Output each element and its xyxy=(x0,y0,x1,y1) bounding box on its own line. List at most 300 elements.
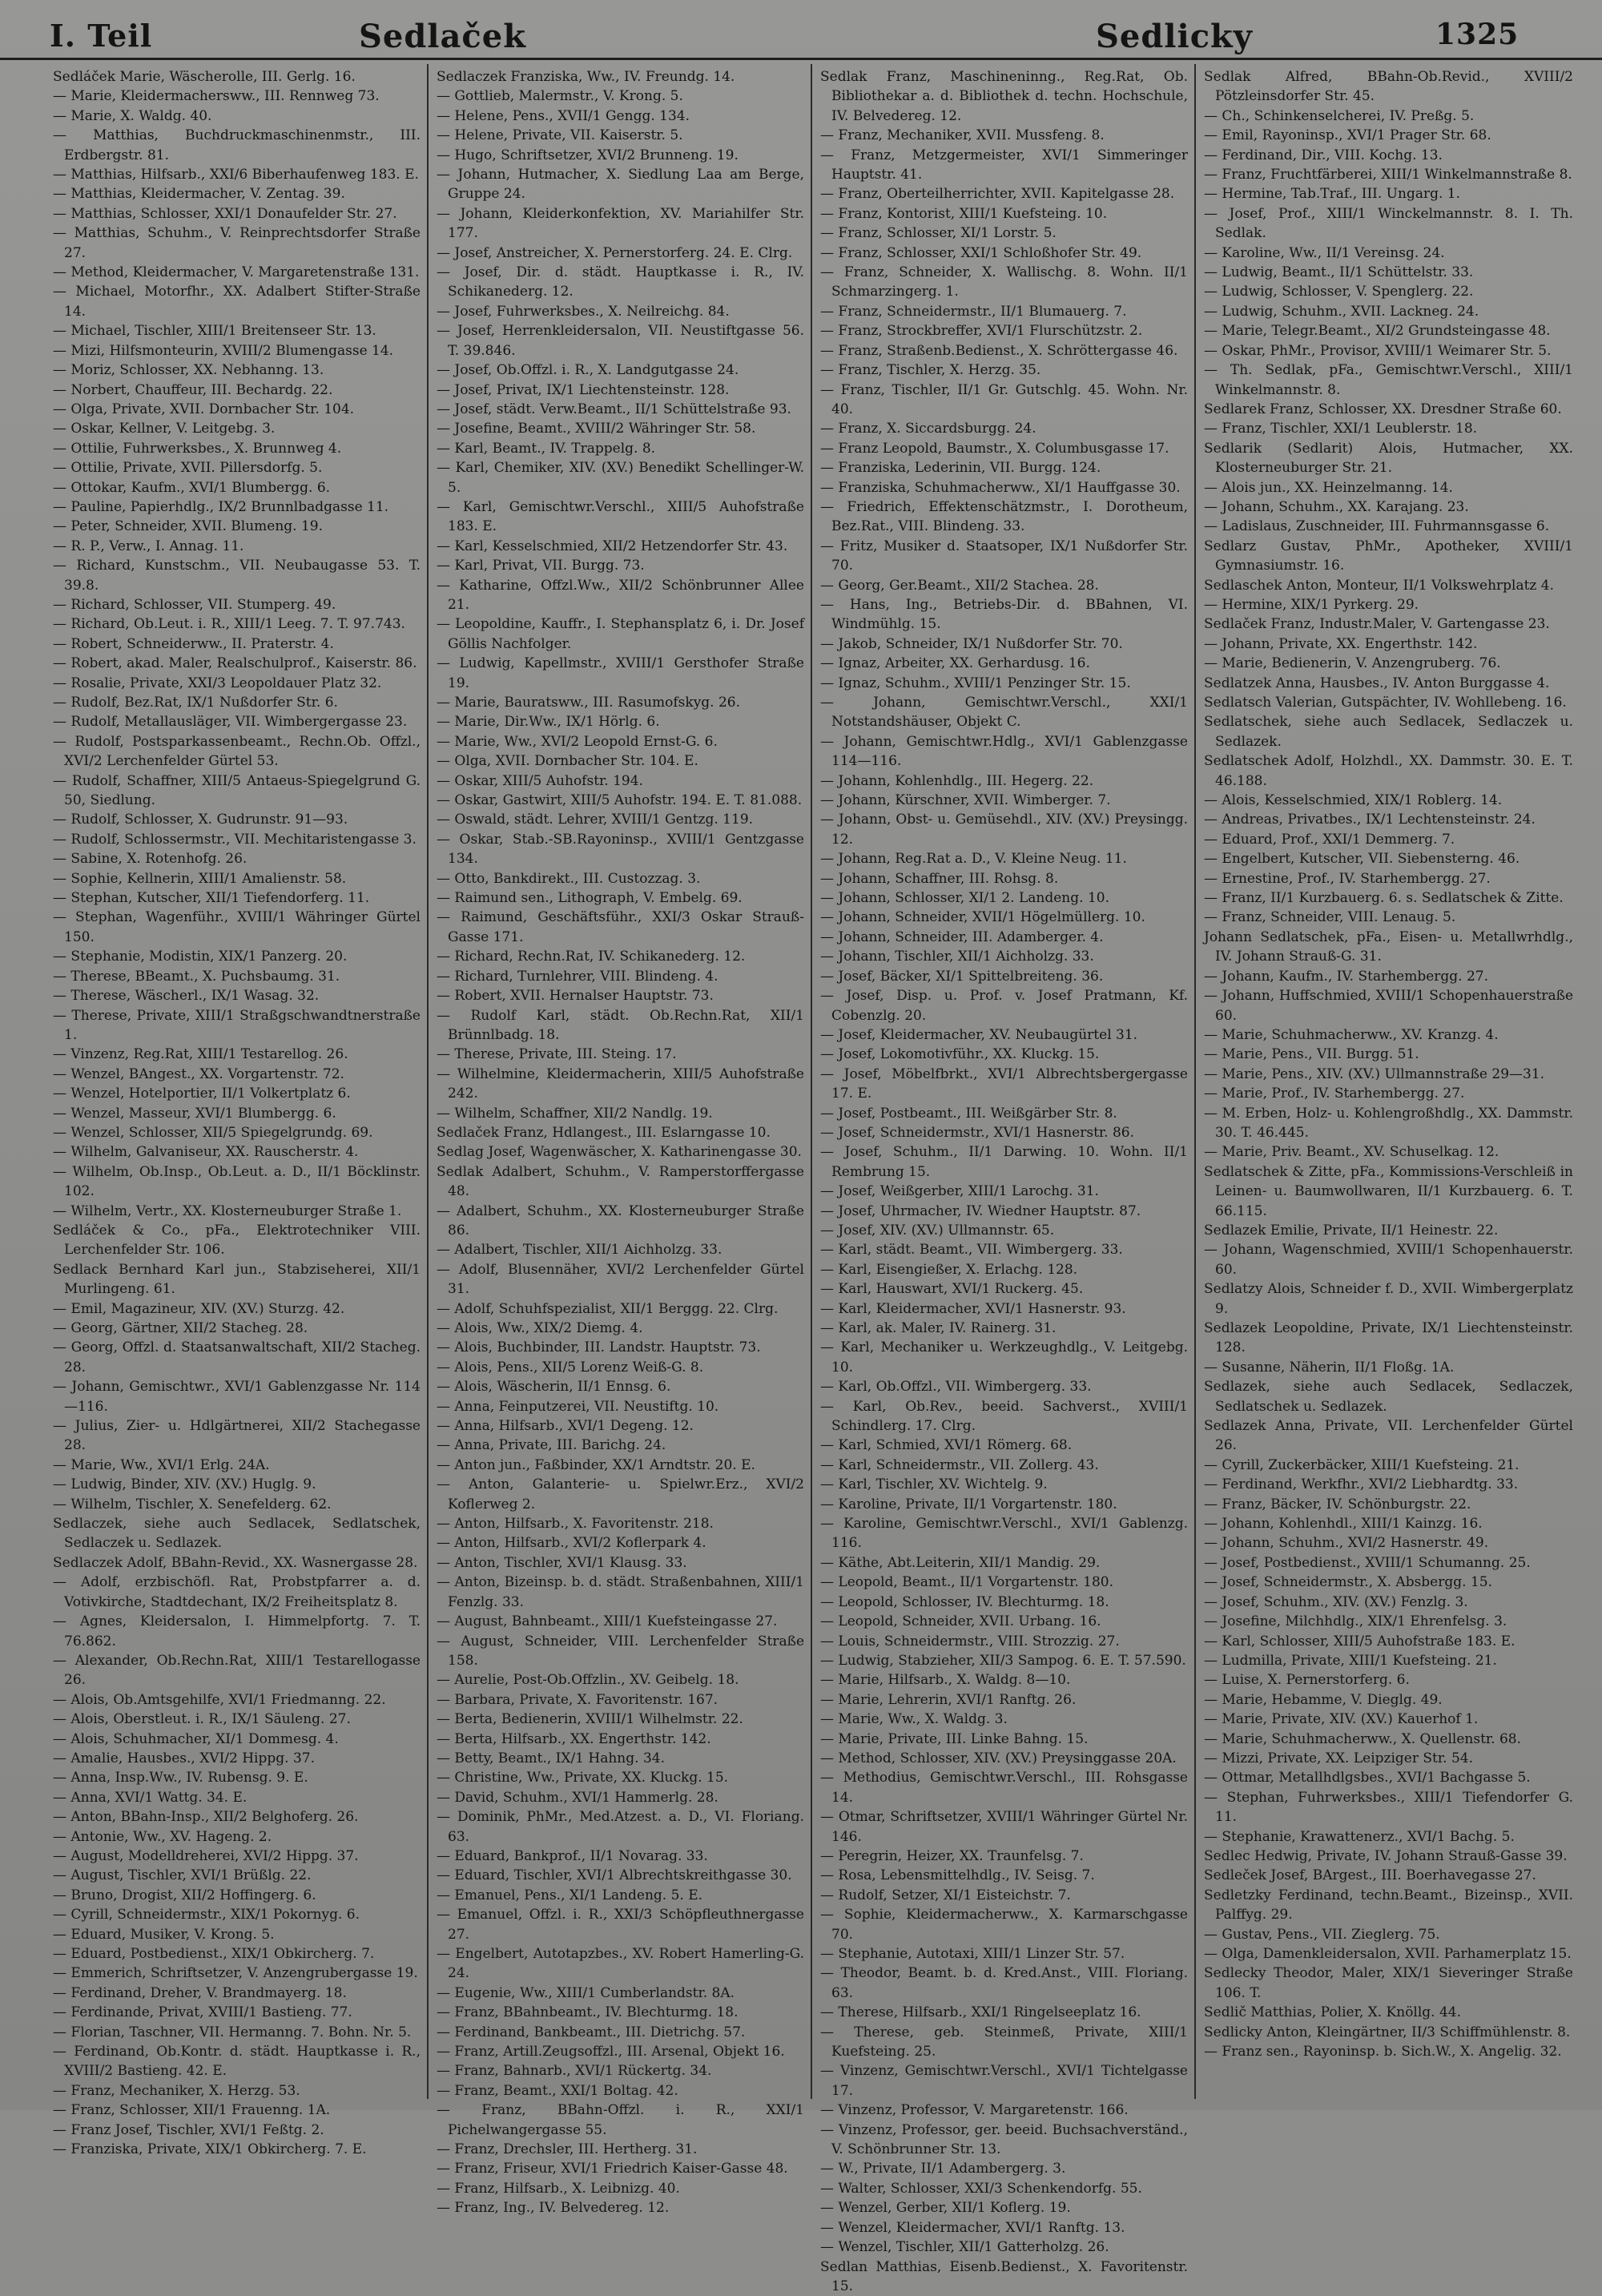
directory-entry: — Wenzel, Kleidermacher, XVI/1 Ranftg. 13. xyxy=(820,2218,1188,2238)
directory-entry: — Adolf, Schuhfspezialist, XII/1 Berggg. 22. Clrg. xyxy=(437,1299,804,1319)
directory-entry: — Adolf, Blusennäher, XVI/2 Lerchenfelder Gürtel 31. xyxy=(437,1260,804,1299)
directory-entry: — Karoline, Private, II/1 Vorgartenstr. 180. xyxy=(820,1495,1188,1514)
directory-entry: — Anna, Private, III. Barichg. 24. xyxy=(437,1436,804,1455)
directory-entry: — Wenzel, BAngest., XX. Vorgartenstr. 72. xyxy=(53,1065,421,1084)
directory-entry: — Franz, Bäcker, IV. Schönburgstr. 22. xyxy=(1204,1495,1573,1514)
directory-entry: — Stephan, Kutscher, XII/1 Tiefendorferg. 11. xyxy=(53,888,421,908)
directory-entry: — Franz, Ing., IV. Belvedereg. 12. xyxy=(437,2198,804,2217)
directory-entry: — Otmar, Schriftsetzer, XVIII/1 Währinger Gürtel Nr. 146. xyxy=(820,1807,1188,1847)
directory-entry: — Eduard, Prof., XXI/1 Demmerg. 7. xyxy=(1204,830,1573,849)
directory-entry: — Marie, Pens., VII. Burgg. 51. xyxy=(1204,1045,1573,1064)
directory-entry: — Richard, Rechn.Rat, IV. Schikanederg. 12. xyxy=(437,947,804,966)
directory-entry: — Josef, Dir. d. städt. Hauptkasse i. R., IV. Schikanederg. 12. xyxy=(437,263,804,302)
directory-entry: — Josef, Anstreicher, X. Pernerstorferg. 24. E. Clrg. xyxy=(437,244,804,263)
directory-entry: — Eduard, Bankprof., II/1 Novarag. 33. xyxy=(437,1847,804,1866)
directory-entry: — Karl, städt. Beamt., VII. Wimbergerg. 33. xyxy=(820,1240,1188,1259)
directory-entry: — Peregrin, Heizer, XX. Traunfelsg. 7. xyxy=(820,1847,1188,1866)
directory-entry: — Cyrill, Schneidermstr., XIX/1 Pokornyg. 6. xyxy=(53,1905,421,1924)
directory-entry: — Wenzel, Masseur, XVI/1 Blumbergg. 6. xyxy=(53,1104,421,1123)
directory-entry: — Wilhelm, Galvaniseur, XX. Rauscherstr. 4. xyxy=(53,1142,421,1162)
directory-entry: — Alois, Ww., XIX/2 Diemg. 4. xyxy=(437,1319,804,1338)
directory-entry: — Rudolf, Schlosser, X. Gudrunstr. 91—93. xyxy=(53,810,421,829)
directory-entry: — Alois jun., XX. Heinzelmanng. 14. xyxy=(1204,478,1573,497)
directory-entry: — Josef, Schneidermstr., XVI/1 Hasnerstr. 86. xyxy=(820,1123,1188,1142)
directory-entry: — Wilhelmine, Kleidermacherin, XIII/5 Auhofstraße 242. xyxy=(437,1065,804,1104)
directory-entry: — Marie, Dir.Ww., IX/1 Hörlg. 6. xyxy=(437,712,804,731)
directory-entry: Sedlatschek Adolf, Holzhdl., XX. Dammstr. 30. E. T. 46.188. xyxy=(1204,751,1573,791)
directory-entry: Sedlak Adalbert, Schuhm., V. Ramperstorffergasse 48. xyxy=(437,1162,804,1202)
directory-entry: — Wilhelm, Schaffner, XII/2 Nandlg. 19. xyxy=(437,1104,804,1123)
directory-entry: — Richard, Ob.Leut. i. R., XIII/1 Leeg. 7. T. 97.743. xyxy=(53,614,421,634)
directory-entry: — Ludwig, Kapellmstr., XVIII/1 Gersthofer Straße 19. xyxy=(437,654,804,693)
directory-entry: — Rosalie, Private, XXI/3 Leopoldauer Platz 32. xyxy=(53,674,421,693)
directory-entry: — Wenzel, Tischler, XII/1 Gatterholzg. 26. xyxy=(820,2238,1188,2257)
directory-entry: — Norbert, Chauffeur, III. Bechardg. 22. xyxy=(53,381,421,400)
directory-entry: — Josef, Möbelfbrkt., XVI/1 Albrechtsbergergasse 17. E. xyxy=(820,1065,1188,1104)
directory-entry: — Richard, Turnlehrer, VIII. Blindeng. 4. xyxy=(437,967,804,986)
directory-entry: — Wilhelm, Tischler, X. Senefelderg. 62. xyxy=(53,1495,421,1514)
directory-entry: — Marie, Private, XIV. (XV.) Kauerhof 1. xyxy=(1204,1710,1573,1729)
directory-entry: — Ludwig, Stabzieher, XII/3 Sampog. 6. E. T. 57.590. xyxy=(820,1651,1188,1670)
directory-entry: — Ludwig, Schlosser, V. Spenglerg. 22. xyxy=(1204,282,1573,301)
directory-entry: Sedlicky Anton, Kleingärtner, II/3 Schiffmühlenstr. 8. xyxy=(1204,2023,1573,2042)
directory-entry: — Leopold, Schneider, XVII. Urbang. 16. xyxy=(820,1612,1188,1631)
directory-entry: — Franz, Bahnarb., XVI/1 Rückertg. 34. xyxy=(437,2061,804,2080)
directory-column-4 xyxy=(1196,64,1580,2099)
directory-entry: — Josefine, Milchhdlg., XIX/1 Ehrenfelsg. 3. xyxy=(1204,1612,1573,1631)
directory-entry: Sedlatzek Anna, Hausbes., IV. Anton Burggasse 4. xyxy=(1204,674,1573,693)
directory-entry: — Stephanie, Autotaxi, XIII/1 Linzer Str. 57. xyxy=(820,1944,1188,1964)
directory-entry: Sedlaček Franz, Hdlangest., III. Eslarngasse 10. xyxy=(437,1123,804,1142)
directory-entry: — Anton, Galanterie- u. Spielwr.Erz., XVI/2 Koflerweg 2. xyxy=(437,1475,804,1514)
directory-entry: Sedlak Franz, Maschineninng., Reg.Rat, Ob. Bibliothekar a. d. Bibliothek d. techn. Hochschule, IV. Belvedereg. 12. xyxy=(820,67,1188,126)
directory-entry: Sedlazek, siehe auch Sedlacek, Sedlaczek, Sedlatschek u. Sedlazek. xyxy=(1204,1377,1573,1416)
directory-entry: — M. Erben, Holz- u. Kohlengroßhdlg., XX. Dammstr. 30. T. 46.445. xyxy=(1204,1104,1573,1143)
directory-entry: — Dominik, PhMr., Med.Atzest. a. D., VI. Floriang. 63. xyxy=(437,1807,804,1847)
directory-entry: — Alois, Wäscherin, II/1 Ennsg. 6. xyxy=(437,1377,804,1396)
directory-entry: — Oskar, PhMr., Provisor, XVIII/1 Weimarer Str. 5. xyxy=(1204,341,1573,361)
directory-entry: — Engelbert, Kutscher, VII. Siebensterng. 46. xyxy=(1204,849,1573,868)
directory-entry: — Franz, Beamt., XXI/1 Boltag. 42. xyxy=(437,2081,804,2101)
directory-entry: — Marie, Hebamme, V. Dieglg. 49. xyxy=(1204,1690,1573,1710)
directory-entry: — Anton, Bizeinsp. b. d. städt. Straßenbahnen, XIII/1 Fenzlg. 33. xyxy=(437,1573,804,1612)
directory-entry: — Ludwig, Schuhm., XVII. Lackneg. 24. xyxy=(1204,302,1573,321)
directory-entry: — Marie, Telegr.Beamt., XI/2 Grundsteingasse 48. xyxy=(1204,321,1573,340)
directory-entry: — Franz, Straßenb.Bedienst., X. Schröttergasse 46. xyxy=(820,341,1188,361)
directory-entry: — Leopoldine, Kauffr., I. Stephansplatz 6, i. Dr. Josef Göllis Nachfolger. xyxy=(437,614,804,654)
directory-entry: — Wenzel, Schlosser, XII/5 Spiegelgrundg. 69. xyxy=(53,1123,421,1142)
directory-entry: — Anton, BBahn-Insp., XII/2 Belghoferg. 26. xyxy=(53,1807,421,1827)
page-header xyxy=(0,0,1602,60)
directory-entry: — Franz, Oberteilherrichter, XVII. Kapitelgasse 28. xyxy=(820,184,1188,203)
directory-entry: Sedlaczek, siehe auch Sedlacek, Sedlatschek, Sedlaczek u. Sedlazek. xyxy=(53,1514,421,1553)
directory-entry: — Hans, Ing., Betriebs-Dir. d. BBahnen, VI. Windmühlg. 15. xyxy=(820,595,1188,634)
directory-entry: — August, Modelldreherei, XVI/2 Hippg. 37. xyxy=(53,1847,421,1866)
directory-entry: — Helene, Pens., XVII/1 Gengg. 134. xyxy=(437,107,804,126)
directory-entry: — Franz, Schneider, X. Wallischg. 8. Wohn. II/1 Schmarzingerg. 1. xyxy=(820,263,1188,302)
directory-column-3 xyxy=(812,64,1196,2099)
directory-entry: — Ferdinand, Ob.Kontr. d. städt. Hauptkasse i. R., XVIII/2 Bastieng. 42. E. xyxy=(53,2042,421,2081)
directory-entry: — Franz, X. Siccardsburgg. 24. xyxy=(820,419,1188,438)
directory-entry: — Helene, Private, VII. Kaiserstr. 5. xyxy=(437,126,804,145)
directory-entry: — Johann, Kohlenhdlg., III. Hegerg. 22. xyxy=(820,771,1188,791)
directory-entry: — Alois, Schuhmacher, XI/1 Dommesg. 4. xyxy=(53,1730,421,1749)
directory-entry: — Wilhelm, Ob.Insp., Ob.Leut. a. D., II/1 Böcklinstr. 102. xyxy=(53,1162,421,1202)
directory-entry: — Theodor, Beamt. b. d. Kred.Anst., VIII. Floriang. 63. xyxy=(820,1964,1188,2003)
directory-entry: — Georg, Offzl. d. Staatsanwaltschaft, XII/2 Stacheg. 28. xyxy=(53,1338,421,1377)
directory-entry: — Matthias, Hilfsarb., XXI/6 Biberhaufenweg 183. E. xyxy=(53,165,421,184)
directory-entry: — Susanne, Näherin, II/1 Floßg. 1A. xyxy=(1204,1358,1573,1377)
directory-entry: — Robert, Schneiderww., II. Praterstr. 4. xyxy=(53,634,421,654)
directory-entry: — Johann, Kaufm., IV. Starhembergg. 27. xyxy=(1204,967,1573,986)
directory-entry: Sedláček Marie, Wäscherolle, III. Gerlg. 16. xyxy=(53,67,421,87)
directory-entry: — Johann, Gemischtwr., XVI/1 Gablenzgasse Nr. 114—116. xyxy=(53,1377,421,1416)
directory-entry: — Josef, Fuhrwerksbes., X. Neilreichg. 84. xyxy=(437,302,804,321)
directory-entry: — Josef, Postbedienst., XVIII/1 Schumanng. 25. xyxy=(1204,1553,1573,1573)
directory-entry: — Louis, Schneidermstr., VIII. Strozzig. 27. xyxy=(820,1632,1188,1651)
directory-entry: — Franz, Drechsler, III. Hertherg. 31. xyxy=(437,2140,804,2159)
directory-entry: — Karl, Beamt., IV. Trappelg. 8. xyxy=(437,439,804,458)
directory-entry: — Methodius, Gemischtwr.Verschl., III. Rohsgasse 14. xyxy=(820,1768,1188,1807)
directory-entry: — Ottokar, Kaufm., XVI/1 Blumbergg. 6. xyxy=(53,478,421,497)
directory-entry: — Ferdinand, Werkfhr., XVI/2 Liebhardtg. 33. xyxy=(1204,1475,1573,1494)
directory-entry: — Johann, Kohlenhdl., XIII/1 Kainzg. 16. xyxy=(1204,1514,1573,1533)
directory-entry: — Therese, Private, XIII/1 Straßgschwandtnerstraße 1. xyxy=(53,1006,421,1045)
directory-entry: — Johann, Wagenschmied, XVIII/1 Schopenhauerstr. 60. xyxy=(1204,1240,1573,1279)
page-number: 1325 xyxy=(1435,18,1519,51)
directory-entry: — Marie, Hilfsarb., X. Waldg. 8—10. xyxy=(820,1670,1188,1690)
directory-entry: — Karl, Eisengießer, X. Erlachg. 128. xyxy=(820,1260,1188,1279)
directory-entry: — Karl, Schlosser, XIII/5 Auhofstraße 183. E. xyxy=(1204,1632,1573,1651)
directory-entry: Sedlazek Anna, Private, VII. Lerchenfelder Gürtel 26. xyxy=(1204,1416,1573,1456)
directory-entry: Sedlack Bernhard Karl jun., Stabziseherei, XII/1 Murlingeng. 61. xyxy=(53,1260,421,1299)
directory-entry: — Josef, Schneidermstr., X. Absbergg. 15. xyxy=(1204,1573,1573,1592)
directory-entry: — Adalbert, Schuhm., XX. Klosterneuburger Straße 86. xyxy=(437,1202,804,1241)
directory-entry: — Josef, städt. Verw.Beamt., II/1 Schüttelstraße 93. xyxy=(437,400,804,419)
directory-entry: — Anna, Feinputzerei, VII. Neustiftg. 10. xyxy=(437,1397,804,1416)
directory-entry: — Josef, Uhrmacher, IV. Wiedner Hauptstr. 87. xyxy=(820,1202,1188,1221)
directory-entry: — Franz, Artill.Zeugsoffzl., III. Arsenal, Objekt 16. xyxy=(437,2042,804,2061)
directory-entry: — Ferdinand, Dreher, V. Brandmayerg. 18. xyxy=(53,1984,421,2003)
directory-entry: — Marie, Schuhmacherww., XV. Kranzg. 4. xyxy=(1204,1025,1573,1045)
directory-entry: — Ottilie, Private, XVII. Pillersdorfg. 5. xyxy=(53,458,421,477)
directory-entry: — Christine, Ww., Private, XX. Kluckg. 15. xyxy=(437,1768,804,1787)
directory-entry: — Franz, Tischler, II/1 Gr. Gutschlg. 45. Wohn. Nr. 40. xyxy=(820,381,1188,420)
directory-entry: — Eugenie, Ww., XIII/1 Cumberlandstr. 8A. xyxy=(437,1984,804,2003)
directory-entry: — Josef, Lokomotivführ., XX. Kluckg. 15. xyxy=(820,1045,1188,1064)
directory-entry: — Franz, Tischler, X. Herzg. 35. xyxy=(820,361,1188,380)
directory-entry: — Franz, Mechaniker, XVII. Mussfeng. 8. xyxy=(820,126,1188,145)
directory-entry: Johann Sedlatschek, pFa., Eisen- u. Metallwrhdlg., IV. Johann Strauß-G. 31. xyxy=(1204,928,1573,967)
directory-entry: — Adolf, erzbischöfl. Rat, Probstpfarrer a. d. Votivkirche, Stadtdechant, IX/2 Freiheitsplatz 8. xyxy=(53,1573,421,1612)
directory-entry: Sedlaček Franz, Industr.Maler, V. Gartengasse 23. xyxy=(1204,614,1573,634)
directory-entry: — Rudolf Karl, städt. Ob.Rechn.Rat, XII/1 Brünnlbadg. 18. xyxy=(437,1006,804,1045)
directory-columns xyxy=(45,64,1580,2099)
directory-entry: — Rudolf, Bez.Rat, IX/1 Nußdorfer Str. 6. xyxy=(53,693,421,712)
directory-entry: — Anton, Hilfsarb., X. Favoritenstr. 218. xyxy=(437,1514,804,1533)
directory-entry: — Vinzenz, Professor, V. Margaretenstr. 166. xyxy=(820,2101,1188,2120)
directory-entry: — Josef, Ob.Offzl. i. R., X. Landgutgasse 24. xyxy=(437,361,804,380)
directory-entry: — Ch., Schinkenselcherei, IV. Preßg. 5. xyxy=(1204,107,1573,126)
directory-entry: — Johann, Tischler, XII/1 Aichholzg. 33. xyxy=(820,947,1188,966)
directory-entry: — Franz, BBahn-Offzl. i. R., XXI/1 Pichelwangergasse 55. xyxy=(437,2101,804,2140)
directory-entry: — Rudolf, Postsparkassenbeamt., Rechn.Ob. Offzl., XVI/2 Lerchenfelder Gürtel 53. xyxy=(53,732,421,771)
directory-entry: — Johann, Reg.Rat a. D., V. Kleine Neug. 11. xyxy=(820,849,1188,868)
header-guide-word-right: Sedlicky xyxy=(1096,18,1253,55)
directory-entry: — Franz, Metzgermeister, XVI/1 Simmeringer Hauptstr. 41. xyxy=(820,146,1188,185)
directory-entry: Sedlecky Theodor, Maler, XIX/1 Sieveringer Straße 106. T. xyxy=(1204,1964,1573,2003)
directory-entry: — Emil, Magazineur, XIV. (XV.) Sturzg. 42. xyxy=(53,1299,421,1319)
directory-entry: — Emanuel, Pens., XI/1 Landeng. 5. E. xyxy=(437,1886,804,1905)
directory-entry: — Josef, XIV. (XV.) Ullmannstr. 65. xyxy=(820,1221,1188,1240)
directory-entry: — Franz, Schneider, VIII. Lenaug. 5. xyxy=(1204,908,1573,927)
directory-entry: — Cyrill, Zuckerbäcker, XIII/1 Kuefsteing. 21. xyxy=(1204,1456,1573,1475)
directory-entry: Sedlec Hedwig, Private, IV. Johann Strauß-Gasse 39. xyxy=(1204,1847,1573,1866)
directory-entry: Sedlan Matthias, Eisenb.Bedienst., X. Favoritenstr. 15. xyxy=(820,2258,1188,2296)
directory-entry: — Method, Schlosser, XIV. (XV.) Preysinggasse 20A. xyxy=(820,1749,1188,1768)
directory-entry: — Franziska, Lederinin, VII. Burgg. 124. xyxy=(820,458,1188,477)
directory-entry: — Anton, Hilfsarb., XVI/2 Koflerpark 4. xyxy=(437,1533,804,1553)
directory-entry: — Josef, Herrenkleidersalon, VII. Neustiftgasse 56. T. 39.846. xyxy=(437,321,804,361)
directory-entry: — Raimund, Geschäftsführ., XXI/3 Oskar Strauß-Gasse 171. xyxy=(437,908,804,947)
directory-entry: — Käthe, Abt.Leiterin, XII/1 Mandig. 29. xyxy=(820,1553,1188,1573)
directory-entry: — Karoline, Ww., II/1 Vereinsg. 24. xyxy=(1204,244,1573,263)
directory-entry: — Karl, Mechaniker u. Werkzeughdlg., V. Leitgebg. 10. xyxy=(820,1338,1188,1377)
directory-entry: — Michael, Motorfhr., XX. Adalbert Stifter-Straße 14. xyxy=(53,282,421,321)
directory-entry: Sedlazek Emilie, Private, II/1 Heinestr. 22. xyxy=(1204,1221,1573,1240)
directory-entry: — Vinzenz, Professor, ger. beeid. Buchsachverständ., V. Schönbrunner Str. 13. xyxy=(820,2121,1188,2160)
directory-entry: — Matthias, Kleidermacher, V. Zentag. 39. xyxy=(53,184,421,203)
directory-entry: — Adalbert, Tischler, XII/1 Aichholzg. 33. xyxy=(437,1240,804,1259)
directory-entry: — Robert, akad. Maler, Realschulprof., Kaiserstr. 86. xyxy=(53,654,421,673)
directory-entry: — Marie, Ww., X. Waldg. 3. xyxy=(820,1710,1188,1729)
directory-entry: — Engelbert, Autotapzbes., XV. Robert Hamerling-G. 24. xyxy=(437,1944,804,1984)
directory-entry: — Karoline, Gemischtwr.Verschl., XVI/1 Gablenzg. 116. xyxy=(820,1514,1188,1553)
directory-entry: — Marie, Bedienerin, V. Anzengruberg. 76. xyxy=(1204,654,1573,673)
directory-entry: — Luise, X. Pernerstorferg. 6. xyxy=(1204,1670,1573,1690)
directory-entry: — Josef, Privat, IX/1 Liechtensteinstr. 128. xyxy=(437,381,804,400)
directory-entry: — Franz, Tischler, XXI/1 Leublerstr. 18. xyxy=(1204,419,1573,438)
directory-entry: — Marie, X. Waldg. 40. xyxy=(53,107,421,126)
directory-entry: — Emmerich, Schriftsetzer, V. Anzengrubergasse 19. xyxy=(53,1964,421,1983)
directory-entry: — Leopold, Beamt., II/1 Vorgartenstr. 180. xyxy=(820,1573,1188,1592)
directory-entry: — Marie, Pens., XIV. (XV.) Ullmannstraße 29—31. xyxy=(1204,1065,1573,1084)
directory-entry: — Peter, Schneider, XVII. Blumeng. 19. xyxy=(53,517,421,536)
directory-entry: — Franz sen., Rayoninsp. b. Sich.W., X. Angelig. 32. xyxy=(1204,2042,1573,2061)
directory-entry: — Marie, Prof., IV. Starhembergg. 27. xyxy=(1204,1084,1573,1103)
directory-entry: — Ernestine, Prof., IV. Starhembergg. 27. xyxy=(1204,869,1573,888)
directory-entry: — Raimund sen., Lithograph, V. Embelg. 69. xyxy=(437,888,804,908)
directory-entry: — August, Bahnbeamt., XIII/1 Kuefsteingasse 27. xyxy=(437,1612,804,1631)
directory-entry: — Franz, Mechaniker, X. Herzg. 53. xyxy=(53,2081,421,2101)
directory-entry: — Johann, Obst- u. Gemüsehdl., XIV. (XV.) Preysingg. 12. xyxy=(820,810,1188,849)
directory-entry: Sedletzky Ferdinand, techn.Beamt., Bizeinsp., XVII. Palffyg. 29. xyxy=(1204,1886,1573,1925)
directory-entry: — Anna, XVI/1 Wattg. 34. E. xyxy=(53,1788,421,1807)
directory-entry: — Johann, Schuhm., XX. Karajang. 23. xyxy=(1204,497,1573,517)
directory-entry: — Ignaz, Schuhm., XVIII/1 Penzinger Str. 15. xyxy=(820,674,1188,693)
directory-entry: — Stephan, Fuhrwerksbes., XIII/1 Tiefendorfer G. 11. xyxy=(1204,1788,1573,1827)
directory-entry: — Franz, Hilfsarb., X. Leibnizg. 40. xyxy=(437,2179,804,2198)
directory-entry: — Karl, Chemiker, XIV. (XV.) Benedikt Schellinger-W. 5. xyxy=(437,458,804,497)
directory-entry: Sedlazek Leopoldine, Private, IX/1 Liechtensteinstr. 128. xyxy=(1204,1319,1573,1358)
directory-entry: — Hermine, Tab.Traf., III. Ungarg. 1. xyxy=(1204,184,1573,203)
directory-entry: — August, Tischler, XVI/1 Brüßlg. 22. xyxy=(53,1866,421,1885)
directory-entry: — Karl, Kesselschmied, XII/2 Hetzendorfer Str. 43. xyxy=(437,537,804,556)
directory-entry: — Anton, Tischler, XVI/1 Klausg. 33. xyxy=(437,1553,804,1573)
directory-entry: — Franz, BBahnbeamt., IV. Blechturmg. 18. xyxy=(437,2003,804,2022)
directory-entry: — Anton jun., Faßbinder, XX/1 Arndtstr. 20. E. xyxy=(437,1456,804,1475)
directory-entry: — Olga, Private, XVII. Dornbacher Str. 104. xyxy=(53,400,421,419)
directory-entry: — Therese, Wäscherl., IX/1 Wasag. 32. xyxy=(53,986,421,1005)
directory-entry: — Karl, Ob.Rev., beeid. Sachverst., XVIII/1 Schindlerg. 17. Clrg. xyxy=(820,1397,1188,1436)
directory-entry: Sedlatschek & Zitte, pFa., Kommissions-Verschleiß in Leinen- u. Baumwollwaren, II/1 Kurzbauerg. 6. T. 66.115. xyxy=(1204,1162,1573,1221)
directory-entry: — Walter, Schlosser, XXI/3 Schenkendorfg. 55. xyxy=(820,2179,1188,2198)
directory-entry: — Josef, Prof., XIII/1 Winckelmannstr. 8. I. Th. Sedlak. xyxy=(1204,204,1573,244)
directory-entry: — Johann, Gemischtwr.Verschl., XXI/1 Notstandshäuser, Objekt C. xyxy=(820,693,1188,732)
directory-entry: — Franziska, Private, XIX/1 Obkircherg. 7. E. xyxy=(53,2140,421,2159)
directory-entry: — Franz, Strockbreffer, XVI/1 Flurschützstr. 2. xyxy=(820,321,1188,340)
directory-entry: — Josefine, Beamt., XVIII/2 Währinger Str. 58. xyxy=(437,419,804,438)
directory-entry: — Gottlieb, Malermstr., V. Krong. 5. xyxy=(437,87,804,106)
directory-entry: — Johann, Gemischtwr.Hdlg., XVI/1 Gablenzgasse 114—116. xyxy=(820,732,1188,771)
directory-entry: Sedlatschek, siehe auch Sedlacek, Sedlaczek u. Sedlazek. xyxy=(1204,712,1573,751)
directory-entry: — Antonie, Ww., XV. Hageng. 2. xyxy=(53,1827,421,1847)
directory-entry: — Aurelie, Post-Ob.Offzlin., XV. Geibelg. 18. xyxy=(437,1670,804,1690)
directory-entry: Sedlatzy Alois, Schneider f. D., XVII. Wimbergerplatz 9. xyxy=(1204,1279,1573,1319)
directory-entry: — Johann, Private, XX. Engerthstr. 142. xyxy=(1204,634,1573,654)
directory-entry: — Vinzenz, Gemischtwr.Verschl., XVI/1 Tichtelgasse 17. xyxy=(820,2061,1188,2101)
directory-entry: — Karl, ak. Maler, IV. Rainerg. 31. xyxy=(820,1319,1188,1338)
directory-entry: — Stephanie, Modistin, XIX/1 Panzerg. 20. xyxy=(53,947,421,966)
directory-entry: — Method, Kleidermacher, V. Margaretenstraße 131. xyxy=(53,263,421,282)
directory-entry: — Rudolf, Metallausläger, VII. Wimbergergasse 23. xyxy=(53,712,421,731)
directory-entry: — Alexander, Ob.Rechn.Rat, XIII/1 Testarellogasse 26. xyxy=(53,1651,421,1690)
directory-entry: — Alois, Buchbinder, III. Landstr. Hauptstr. 73. xyxy=(437,1338,804,1357)
directory-entry: — Josef, Disp. u. Prof. v. Josef Pratmann, Kf. Cobenzlg. 20. xyxy=(820,986,1188,1025)
directory-entry: — Eduard, Postbedienst., XIX/1 Obkircherg. 7. xyxy=(53,1944,421,1964)
directory-entry: — Betty, Beamt., IX/1 Hahng. 34. xyxy=(437,1749,804,1768)
directory-entry: — Franz, Kontorist, XIII/1 Kuefsteing. 10. xyxy=(820,204,1188,224)
directory-column-2 xyxy=(429,64,812,2099)
directory-entry: — Olga, Damenkleidersalon, XVII. Parhamerplatz 15. xyxy=(1204,1944,1573,1964)
directory-entry: — Marie, Private, III. Linke Bahng. 15. xyxy=(820,1730,1188,1749)
header-guide-word-left: Sedlaček xyxy=(359,18,526,55)
directory-entry: — Alois, Oberstleut. i. R., IX/1 Säuleng. 27. xyxy=(53,1710,421,1729)
directory-entry: — Johann, Schneider, XVII/1 Högelmüllerg. 10. xyxy=(820,908,1188,927)
directory-entry: Sedlaschek Anton, Monteur, II/1 Volkswehrplatz 4. xyxy=(1204,576,1573,595)
directory-entry: — Eduard, Musiker, V. Krong. 5. xyxy=(53,1925,421,1944)
directory-entry: — Franz, Schlosser, XXI/1 Schloßhofer Str. 49. xyxy=(820,244,1188,263)
directory-entry: — Josef, Weißgerber, XIII/1 Larochg. 31. xyxy=(820,1182,1188,1201)
directory-entry: — David, Schuhm., XVI/1 Hammerlg. 28. xyxy=(437,1788,804,1807)
directory-entry: — Matthias, Schlosser, XXI/1 Donaufelder Str. 27. xyxy=(53,204,421,224)
directory-entry: — Agnes, Kleidersalon, I. Himmelpfortg. 7. T. 76.862. xyxy=(53,1612,421,1651)
directory-entry: — Rudolf, Setzer, XI/1 Eisteichstr. 7. xyxy=(820,1886,1188,1905)
directory-entry: — Marie, Ww., XVI/1 Erlg. 24A. xyxy=(53,1456,421,1475)
directory-entry: — Berta, Hilfsarb., XX. Engerthstr. 142. xyxy=(437,1730,804,1749)
directory-entry: — Friedrich, Effektenschätzmstr., I. Dorotheum, Bez.Rat., VIII. Blindeng. 33. xyxy=(820,497,1188,537)
directory-entry: — Georg, Gärtner, XII/2 Stacheg. 28. xyxy=(53,1319,421,1338)
directory-entry: — Alois, Ob.Amtsgehilfe, XVI/1 Friedmanng. 22. xyxy=(53,1690,421,1710)
directory-entry: — Josef, Postbeamt., III. Weißgärber Str. 8. xyxy=(820,1104,1188,1123)
directory-entry: — Eduard, Tischler, XVI/1 Albrechtskreithgasse 30. xyxy=(437,1866,804,1885)
directory-entry: — Johann, Kürschner, XVII. Wimberger. 7. xyxy=(820,791,1188,810)
directory-entry: — Ottilie, Fuhrwerksbes., X. Brunnweg 4. xyxy=(53,439,421,458)
directory-entry: — Robert, XVII. Hernalser Hauptstr. 73. xyxy=(437,986,804,1005)
directory-entry: — R. P., Verw., I. Annag. 11. xyxy=(53,537,421,556)
directory-entry: — Emil, Rayoninsp., XVI/1 Prager Str. 68. xyxy=(1204,126,1573,145)
directory-entry: — Franz Josef, Tischler, XVI/1 Feßtg. 2. xyxy=(53,2121,421,2140)
directory-entry: — Rudolf, Schaffner, XIII/5 Antaeus-Spiegelgrund G. 50, Siedlung. xyxy=(53,771,421,811)
directory-entry: — Katharine, Offzl.Ww., XII/2 Schönbrunner Allee 21. xyxy=(437,576,804,615)
directory-entry: — Therese, Hilfsarb., XXI/1 Ringelseeplatz 16. xyxy=(820,2003,1188,2022)
directory-entry: — Gustav, Pens., VII. Zieglerg. 75. xyxy=(1204,1925,1573,1944)
directory-entry: — Rudolf, Schlossermstr., VII. Mechitaristengasse 3. xyxy=(53,830,421,849)
directory-entry: — Josef, Schuhm., II/1 Darwing. 10. Wohn. II/1 Rembrung 15. xyxy=(820,1142,1188,1182)
directory-entry: — Oskar, Stab.-SB.Rayoninsp., XVIII/1 Gentzgasse 134. xyxy=(437,830,804,869)
directory-entry: — Marie, Lehrerin, XVI/1 Ranftg. 26. xyxy=(820,1690,1188,1710)
directory-entry: — Wenzel, Gerber, XII/1 Koflerg. 19. xyxy=(820,2198,1188,2217)
directory-entry: — Karl, Hauswart, XVI/1 Ruckerg. 45. xyxy=(820,1279,1188,1299)
directory-entry: — Karl, Kleidermacher, XVI/1 Hasnerstr. 93. xyxy=(820,1299,1188,1319)
directory-entry: — Johann, Huffschmied, XVIII/1 Schopenhauerstraße 60. xyxy=(1204,986,1573,1025)
directory-entry: — Ferdinand, Bankbeamt., III. Dietrichg. 57. xyxy=(437,2023,804,2042)
directory-entry: Sedlaczek Franziska, Ww., IV. Freundg. 14. xyxy=(437,67,804,87)
directory-entry: — Marie, Ww., XVI/2 Leopold Ernst-G. 6. xyxy=(437,732,804,751)
directory-entry: — Hermine, XIX/1 Pyrkerg. 29. xyxy=(1204,595,1573,614)
directory-entry: — Franz, Friseur, XVI/1 Friedrich Kaiser-Gasse 48. xyxy=(437,2159,804,2178)
directory-entry: — Franz, Schlosser, XI/1 Lorstr. 5. xyxy=(820,224,1188,243)
directory-entry: — Franz, Fruchtfärberei, XIII/1 Winkelmannstraße 8. xyxy=(1204,165,1573,184)
directory-entry: — Josef, Bäcker, XI/1 Spittelbreiteng. 36. xyxy=(820,967,1188,986)
directory-entry: — Johann, Schlosser, XI/1 2. Landeng. 10. xyxy=(820,888,1188,908)
directory-entry: — Ignaz, Arbeiter, XX. Gerhardusg. 16. xyxy=(820,654,1188,673)
directory-entry: — Richard, Kunstschm., VII. Neubaugasse 53. T. 39.8. xyxy=(53,556,421,595)
directory-entry: — Georg, Ger.Beamt., XII/2 Stachea. 28. xyxy=(820,576,1188,595)
directory-entry: — Bruno, Drogist, XII/2 Hoffingerg. 6. xyxy=(53,1886,421,1905)
directory-entry: — Emanuel, Offzl. i. R., XXI/3 Schöpfleuthnergasse 27. xyxy=(437,1905,804,1944)
directory-entry: — Johann, Schuhm., XVI/2 Hasnerstr. 49. xyxy=(1204,1533,1573,1553)
directory-entry: — Josef, Kleidermacher, XV. Neubaugürtel 31. xyxy=(820,1025,1188,1045)
directory-entry: Sedlič Matthias, Polier, X. Knöllg. 44. xyxy=(1204,2003,1573,2022)
directory-entry: — Therese, Private, III. Steing. 17. xyxy=(437,1045,804,1064)
directory-entry: — Karl, Privat, VII. Burgg. 73. xyxy=(437,556,804,575)
directory-entry: — Mizzi, Private, XX. Leipziger Str. 54. xyxy=(1204,1749,1573,1768)
directory-entry: — Johann, Hutmacher, X. Siedlung Laa am Berge, Gruppe 24. xyxy=(437,165,804,204)
directory-entry: — Hugo, Schriftsetzer, XVI/2 Brunneng. 19. xyxy=(437,146,804,165)
directory-entry: — Ferdinande, Privat, XVIII/1 Bastieng. 77. xyxy=(53,2003,421,2022)
directory-entry: — Therese, BBeamt., X. Puchsbaumg. 31. xyxy=(53,967,421,986)
directory-entry: Sedláček & Co., pFa., Elektrotechniker VIII. Lerchenfelder Str. 106. xyxy=(53,1221,421,1260)
directory-entry: — Stephan, Wagenführ., XVIII/1 Währinger Gürtel 150. xyxy=(53,908,421,947)
directory-entry: — Amalie, Hausbes., XVI/2 Hippg. 37. xyxy=(53,1749,421,1768)
directory-entry: — Sabine, X. Rotenhofg. 26. xyxy=(53,849,421,868)
directory-entry: — Karl, Schmied, XVI/1 Römerg. 68. xyxy=(820,1436,1188,1455)
directory-entry: — August, Schneider, VIII. Lerchenfelder Straße 158. xyxy=(437,1632,804,1671)
directory-entry: — Franziska, Schuhmacherww., XI/1 Hauffgasse 30. xyxy=(820,478,1188,497)
directory-entry: — Karl, Tischler, XV. Wichtelg. 9. xyxy=(820,1475,1188,1494)
directory-entry: — Karl, Gemischtwr.Verschl., XIII/5 Auhofstraße 183. E. xyxy=(437,497,804,537)
directory-entry: — Berta, Bedienerin, XVIII/1 Wilhelmstr. 22. xyxy=(437,1710,804,1729)
directory-entry: — Karl, Ob.Offzl., VII. Wimbergerg. 33. xyxy=(820,1377,1188,1396)
directory-entry: Sedlaczek Adolf, BBahn-Revid., XX. Wasnergasse 28. xyxy=(53,1553,421,1573)
directory-entry: — Stephanie, Krawattenerz., XVI/1 Bachg. 5. xyxy=(1204,1827,1573,1847)
directory-entry: — Wilhelm, Vertr., XX. Klosterneuburger Straße 1. xyxy=(53,1202,421,1221)
directory-entry: — Otto, Bankdirekt., III. Custozzag. 3. xyxy=(437,869,804,888)
directory-entry: — Jakob, Schneider, IX/1 Nußdorfer Str. 70. xyxy=(820,634,1188,654)
directory-entry: — Matthias, Schuhm., V. Reinprechtsdorfer Straße 27. xyxy=(53,224,421,263)
directory-entry: — Richard, Schlosser, VII. Stumperg. 49. xyxy=(53,595,421,614)
